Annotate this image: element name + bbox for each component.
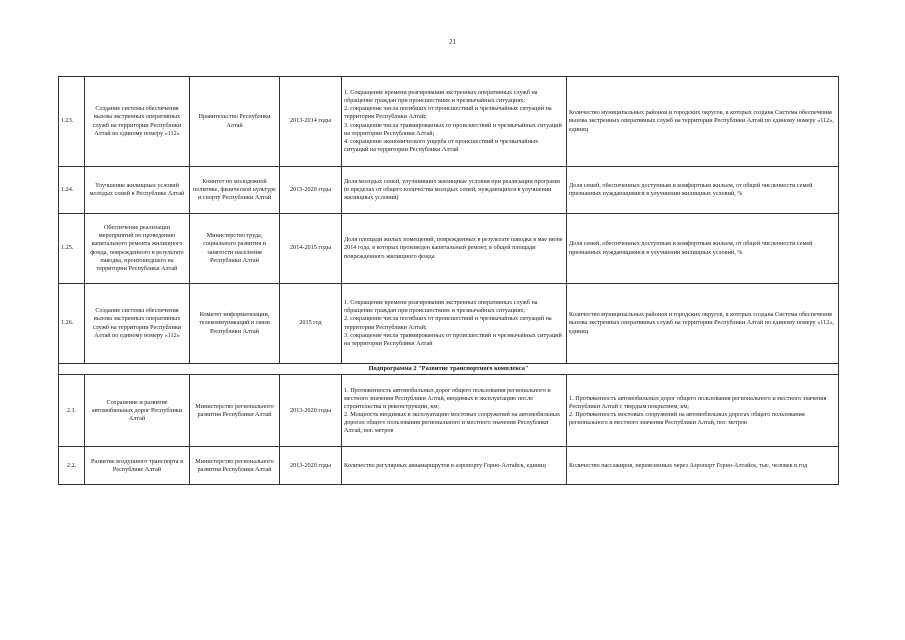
- table-row: [59, 375, 839, 447]
- indicator-text: Доля семей, обеспеченных доступным и комфортным жильем, от общей численности семей признанных нуждающимися в улучшении жилищных условий, %: [567, 167, 839, 214]
- table-row: [59, 77, 839, 167]
- table-row: [59, 284, 839, 364]
- indicator-line: Количество пассажиров, перевезенных через Аэропорт Горно-Алтайск, тыс. человек в год: [569, 461, 808, 469]
- expected-results: [342, 214, 567, 284]
- indicator-line: 1. Протяженность автомобильных дорог общего пользования регионального и местного значения Республики Алтай с твердым покрытием, км;: [569, 394, 827, 410]
- expected-results: [342, 284, 567, 364]
- subprogram-header-row: [59, 364, 839, 375]
- measure-name: Создание системы обеспечения вызова экстренных оперативных служб на территории Республики Алтай по единому номеру «112»: [85, 77, 190, 167]
- table-row: [59, 167, 839, 214]
- row-number: 1.23.: [59, 77, 85, 167]
- implementation-period: 2014-2015 годы: [280, 214, 342, 284]
- implementation-period: 2015-2020 годы: [280, 167, 342, 214]
- indicator-text: Количество муниципальных районов и городских округов, в которых создана Система обеспечения вызова экстренных оперативных служб на территории Республики Алтай по единому номеру «112», единиц: [567, 77, 839, 167]
- responsible-executor: Министерство труда, социального развития и занятости населения Республики Алтай: [190, 214, 280, 284]
- result-line: Количество регулярных авиамаршрутов в аэропорту Горно-Алтайск, единиц: [344, 461, 546, 469]
- program-table: [58, 76, 839, 485]
- implementation-period: 2013-2020 годы: [280, 375, 342, 447]
- responsible-executor: Комитет по молодежной политике, физической культуре и спорту Республики Алтай: [190, 167, 280, 214]
- result-line: 2. Мощность вводимых в эксплуатацию мостовых сооружений на автомобильных дорогах общего пользования регионального и местного значения Республики Алтай, пог. метров: [344, 410, 561, 434]
- result-line: 3. сокращение числа травмированных от происшествий и чрезвычайных ситуаций на территории Республики Алтай;: [344, 121, 562, 137]
- indicator-text: [567, 375, 839, 447]
- table-row: [59, 447, 839, 485]
- measure-name: Создание системы обеспечения вызова экстренных оперативных служб на территории Республики Алтай по единому номеру «112»: [85, 284, 190, 364]
- measure-name: Улучшение жилищных условий молодых семей в Республике Алтай: [85, 167, 190, 214]
- row-number: 2.1.: [59, 375, 85, 447]
- result-line: 3. сокращение числа травмированных от происшествий и чрезвычайных ситуаций на территории Республики Алтай: [344, 331, 562, 347]
- result-line: Доля площади жилых помещений, поврежденных в результате паводка в мае июне 2014 года, в которых произведен капитальный ремонт, в общей площади поврежденного жилищного фонда: [344, 236, 563, 260]
- implementation-period: 2013-2020 годы: [280, 447, 342, 485]
- subprogram-title: Подпрограмма 2 "Развитие транспортного комплекса": [59, 364, 839, 375]
- result-line: 4. сокращение экономического ущерба от происшествий и чрезвычайных ситуаций на территории Республики Алтай: [344, 137, 539, 153]
- result-line: 1. Сокращение времени реагирования экстренных оперативных служб на обращение граждан при происшествиях и чрезвычайных ситуациях;: [344, 299, 538, 315]
- responsible-executor: Комитет информатизации, телекоммуникаций и связи Республики Алтай: [190, 284, 280, 364]
- result-line: 1. Сокращение времени реагирования экстренных оперативных служб на обращение граждан при происшествиях и чрезвычайных ситуациях;: [344, 89, 538, 105]
- indicator-line: 2. Протяженность мостовых сооружений на автомобильных дорогах общего пользования регионального и местного значения Республики Алтай, пог. метров: [569, 410, 805, 426]
- measure-name: Обеспечение реализации мероприятий по проведению капитального ремонта жилищного фонда, поврежденного в результате паводка, произошедшего на территории Республики Алтай: [85, 214, 190, 284]
- row-number: 1.25.: [59, 214, 85, 284]
- responsible-executor: Правительство Республики Алтай: [190, 77, 280, 167]
- responsible-executor: Министерство регионального развития Республики Алтай: [190, 375, 280, 447]
- expected-results: [342, 375, 567, 447]
- result-line: 2. сокращение числа погибших от происшествий и чрезвычайных ситуаций на территории Республики Алтай;: [344, 315, 552, 331]
- result-line: 1. Протяженность автомобильных дорог общего пользования регионального и местного значения Республики Алтай, вводимых в эксплуатацию после строительства и реконструкции, км;: [344, 386, 551, 410]
- table-row: [59, 214, 839, 284]
- indicator-text: Количество муниципальных районов и городских округов, в которых создана Система обеспечения вызова экстренных оперативных служб на территории Республики Алтай по единому номеру «112», единиц: [567, 284, 839, 364]
- result-line: 2. сокращение числа погибших от происшествий и чрезвычайных ситуаций на территории Республики Алтай;: [344, 105, 552, 121]
- responsible-executor: Министерство регионального развития Республики Алтай: [190, 447, 280, 485]
- row-number: 1.24.: [59, 167, 85, 214]
- result-line: Доля молодых семей, улучшивших жилищные условия при реализации программ (в пределах от общего количества молодых семей, нуждающихся в улучшении жилищных условий): [344, 177, 560, 202]
- measure-name: Сохранение и развитие автомобильных дорог Республики Алтай: [85, 375, 190, 447]
- measure-name: Развитие воздушного транспорта в Республике Алтай: [85, 447, 190, 485]
- row-number: 2.2.: [59, 447, 85, 485]
- implementation-period: 2013-2014 годы: [280, 77, 342, 167]
- page-number: 21: [449, 38, 456, 46]
- indicator-text: Доля семей, обеспеченных доступным и комфортным жильем, от общей численности семей признанных нуждающимися в улучшении жилищных условий, %: [567, 214, 839, 284]
- indicator-text: [567, 447, 839, 485]
- implementation-period: 2015 год: [280, 284, 342, 364]
- expected-results: [342, 77, 567, 167]
- expected-results: [342, 167, 567, 214]
- row-number: 1.26.: [59, 284, 85, 364]
- expected-results: [342, 447, 567, 485]
